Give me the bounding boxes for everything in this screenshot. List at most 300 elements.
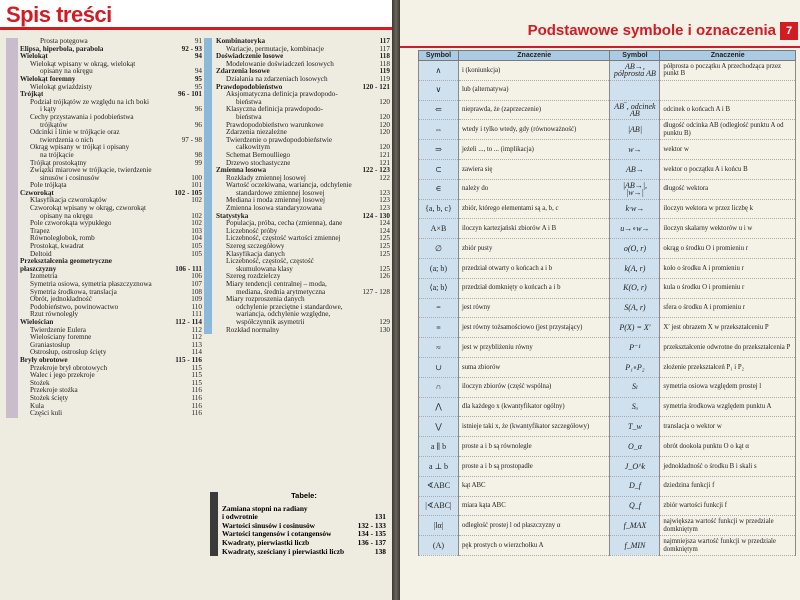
toc-entry [20, 182, 202, 190]
toc-entry-title: Zdarzenia niezależne [226, 129, 287, 137]
toc-entry [20, 334, 202, 342]
toc-entry [20, 160, 202, 168]
toc-entry-page [387, 137, 390, 145]
toc-entry-page: 116 [191, 387, 202, 395]
toc-entry [216, 152, 390, 160]
toc-entry [20, 296, 202, 304]
toc-entry-title: Doświadczenie losowe [216, 53, 284, 61]
symbol-row [419, 496, 796, 516]
symbol-right: Sₗ [610, 377, 660, 397]
meaning-right: odcinek o końcach A i B [660, 100, 796, 120]
toc-entry-title: Symetria osiowa, symetria płaszczyznowa [30, 281, 152, 288]
toc-entry-page: 101 [191, 182, 202, 190]
toc-title: Spis treści [6, 2, 112, 27]
symbols-table [418, 50, 796, 556]
toc-entry [20, 76, 202, 84]
toc-entry [20, 289, 202, 297]
meaning-left: zbiór pusty [458, 239, 610, 259]
toc-entry-page: 125 [379, 243, 390, 251]
meaning-right: obrót dookoła punktu O o kąt α [660, 437, 796, 457]
toc-entry-page [199, 99, 202, 107]
toc-entry-title: Wartość oczekiwana, wariancja, odchylenie [226, 182, 352, 190]
toc-entry [20, 144, 202, 152]
toc-entry-title: Części kuli [30, 410, 63, 418]
toc-entry [20, 106, 202, 114]
symbol-row [419, 179, 796, 199]
meaning-right: półprosta o początku A przechodząca przez punkt B [660, 61, 796, 81]
symbol-row [419, 516, 796, 536]
symbol-left: ∪ [419, 357, 459, 377]
toc-entry-title: Miary tendencji centralnej – moda, [226, 281, 327, 288]
toc-entry [20, 84, 202, 92]
toc-entry-title: Twierdzenie o prawdopodobieństwie [226, 136, 333, 144]
toc-entry-title: Czworokąt wpisany w okrąg, czworokąt [30, 205, 146, 213]
toc-entry-page: 109 [191, 296, 202, 304]
toc-entry-title: Symetria środkowa, translacja [30, 288, 117, 296]
right-page [400, 0, 800, 600]
toc-entry [20, 258, 202, 266]
toc-entry-page [387, 304, 390, 312]
toc-entry [222, 513, 386, 522]
toc-entry-title: Wartości sinusów i cosinusów [222, 521, 316, 530]
toc-entry [20, 403, 202, 411]
toc-entry-page [387, 182, 390, 190]
symbol-row [419, 456, 796, 476]
symbol-row [419, 357, 796, 377]
symbol-left: ∢ABC [419, 476, 459, 496]
toc-entry-page: 95 [194, 83, 202, 91]
meaning-right: zbiór wartości funkcji f [660, 496, 796, 516]
toc-entry-page: 108 [191, 288, 202, 296]
toc-entry-page: 124 [379, 227, 390, 235]
toc-entry [20, 266, 202, 274]
toc-entry-title: Elipsa, hiperbola, parabola [20, 45, 104, 53]
symbol-right: P(X) = X′ [610, 318, 660, 338]
toc-entry [20, 349, 202, 357]
toc-entry-title: Bryły obrotowe [20, 356, 68, 364]
toc-entry [216, 114, 390, 122]
symbol-right: Sₐ [610, 397, 660, 417]
toc-entry-title: Liczebność próby [226, 227, 278, 235]
toc-entry [216, 327, 390, 335]
toc-entry [216, 129, 390, 137]
toc-entry-title: Prosta potęgowa [40, 38, 88, 45]
toc-entry [20, 190, 202, 198]
meaning-right: kula o środku O i promieniu r [660, 278, 796, 298]
toc-entry-title: Przekroje stożka [30, 387, 78, 395]
meaning-left: wtedy i tylko wtedy, gdy (równoważność) [458, 120, 610, 140]
toc-entry [216, 289, 390, 297]
toc-entry-page: 121 [379, 151, 390, 159]
toc-entry [216, 273, 390, 281]
toc-entry-page: 105 [191, 243, 202, 251]
symbol-right: |AB→|, |w→| [610, 179, 660, 199]
toc-entry-page: 125 [379, 235, 390, 243]
toc-entry-title: na trójkącie [40, 151, 74, 159]
meaning-left: miara kąta ABC [458, 496, 610, 516]
toc-entry [216, 167, 390, 175]
meaning-right: długość odcinka AB (odległość punktu A od punktu B) [660, 120, 796, 140]
toc-entry [216, 311, 390, 319]
toc-entry-title: Modelowanie doświadczeń losowych [226, 60, 334, 68]
toc-entry-title: i odwrotnie [222, 513, 258, 522]
meaning-right: wektor o początku A i końcu B [660, 159, 796, 179]
toc-entry-page: 112 [191, 334, 202, 342]
toc-entry [216, 235, 390, 243]
toc-entry-page: 118 [379, 60, 390, 68]
toc-entry-title: Obrót, jednokładność [30, 296, 92, 304]
toc-entry [20, 213, 202, 221]
toc-entry [20, 175, 202, 183]
toc-entry-page [387, 281, 390, 289]
toc-entry-title: Statystyka [216, 212, 249, 220]
symbol-left: |∢ABC| [419, 496, 459, 516]
toc-entry-page: 112 [191, 326, 202, 334]
symbol-right: P₁∘P₂ [610, 357, 660, 377]
book-gutter [392, 0, 400, 600]
meaning-right: okrąg o środku O i promieniu r [660, 239, 796, 259]
toc-entry-title: Czworokąt [20, 189, 54, 197]
toc-entry [20, 205, 202, 213]
toc-entry [216, 122, 390, 130]
toc-entry-page: 120 [379, 113, 390, 121]
toc-entry-title: Populacja, próba, cecha (zmienna), dane [226, 220, 343, 228]
symbol-left: ∩ [419, 377, 459, 397]
symbol-row [419, 120, 796, 140]
toc-entry-title: Przekroje brył obrotowych [30, 364, 108, 372]
toc-entry-page: 104 [191, 235, 202, 243]
toc-entry-title: wariancja, odchylenie względne, [236, 311, 331, 319]
toc-entry-title: Wartości tangensów i cotangensów [222, 530, 332, 539]
toc-entry-title: Ostrosłup, ostrosłup ścięty [30, 349, 107, 357]
toc-entry-title: Schemat Bernoulliego [226, 151, 291, 159]
toc-entry-page: 116 [191, 410, 202, 418]
tables-list [222, 505, 386, 557]
meaning-left: i (koniunkcja) [458, 61, 610, 81]
toc-entry-title: Odcinki i linie w trójkącie oraz [30, 129, 120, 137]
toc-entry [20, 38, 202, 46]
symbol-right: |AB| [610, 120, 660, 140]
symbol-left: ≡ [419, 318, 459, 338]
toc-entry-page: 106 [191, 273, 202, 281]
meaning-left: pęk prostych o wierzchołku A [458, 536, 610, 556]
toc-entry [20, 129, 202, 137]
symbol-row [419, 159, 796, 179]
toc-entry [20, 114, 202, 122]
meaning-left: proste a i b są prostopadłe [458, 456, 610, 476]
header-symbol-2: Symbol [610, 51, 660, 61]
toc-entry-page: 138 [374, 547, 386, 556]
symbol-left: ⇔ [419, 120, 459, 140]
toc-entry [216, 61, 390, 69]
symbol-row [419, 199, 796, 219]
meaning-right: iloczyn wektora w przez liczbę k [660, 199, 796, 219]
toc-entry [216, 160, 390, 168]
toc-entry-title: Zamiana stopni na radiany [222, 504, 308, 513]
toc-entry-page: 115 [191, 372, 202, 380]
toc-entry [216, 144, 390, 152]
meaning-left: odległość prostej l od płaszczyzny α [458, 516, 610, 536]
toc-entry-title: Równoległobok, romb [30, 235, 95, 243]
toc-entry [20, 220, 202, 228]
toc-entry [216, 76, 390, 84]
symbol-left: ⇐ [419, 100, 459, 120]
toc-entry-page: 136 - 137 [357, 538, 386, 547]
meaning-right: X′ jest obrazem X w przekształceniu P [660, 318, 796, 338]
toc-entry-page [199, 114, 202, 122]
toc-entry-title: opisany na okręgu [40, 68, 93, 76]
toc-entry-page [387, 311, 390, 319]
toc-entry-title: sinusów i cosinusów [40, 174, 100, 182]
toc-entry-page: 120 [379, 129, 390, 137]
toc-entry-title: Podział trójkątów ze względu na ich boki [30, 98, 149, 106]
toc-entry [20, 228, 202, 236]
toc-entry-title: Szereg szczegółowy [226, 243, 285, 251]
toc-entry-title: Wielokąt wpisany w okrąg, wielokąt [30, 60, 136, 68]
symbol-row [419, 61, 796, 81]
toc-entry-title: Wielokąt gwiaździsty [30, 83, 93, 91]
toc-entry-title: Zmienna losowa [216, 167, 267, 175]
symbol-row [419, 140, 796, 160]
toc-column-b [204, 38, 390, 334]
toc-entry [20, 251, 202, 259]
toc-entry-page: 100 [191, 174, 202, 182]
meaning-left: przedział otwarty o końcach a i b [458, 258, 610, 278]
symbol-right: AB‾, odcinek AB [610, 100, 660, 120]
toc-entry-page: 116 [191, 394, 202, 402]
toc-entry [216, 197, 390, 205]
toc-entry-title: Stożek [30, 379, 50, 387]
toc-entry [216, 106, 390, 114]
toc-entry-page: 120 [379, 144, 390, 152]
toc-entry [216, 205, 390, 213]
meaning-left: przedział domknięty o końcach a i b [458, 278, 610, 298]
toc-entry-page [199, 167, 202, 175]
symbol-left: ∅ [419, 239, 459, 259]
toc-entry [216, 175, 390, 183]
meaning-left: jest równy tożsamościowo (jest przystający) [458, 318, 610, 338]
toc-entry-title: Drzewo stochastyczne [226, 159, 291, 167]
toc-entry-page: 126 [379, 273, 390, 281]
toc-entry-page: 120 [379, 121, 390, 129]
toc-entry [222, 530, 386, 539]
symbol-right: AB→, półprosta AB [610, 61, 660, 81]
toc-entry-page [387, 106, 390, 114]
toc-entry-page [199, 144, 202, 152]
symbol-left: {a, b, c} [419, 199, 459, 219]
toc-entry-title: Liczebność, częstość, częstość [226, 258, 314, 266]
toc-entry [20, 311, 202, 319]
toc-entry-page: 94 [194, 68, 202, 76]
toc-entry-title: Kwadraty, sześciany i pierwiastki liczb [222, 547, 345, 556]
meaning-right: największa wartość funkcji w przedziale domkniętym [660, 516, 796, 536]
toc-entry-page [387, 91, 390, 99]
meaning-right: koło o środku A i promieniu r [660, 258, 796, 278]
toc-entry-page: 117 [379, 38, 390, 45]
meaning-left: iloczyn kartezjański zbiorów A i B [458, 219, 610, 239]
toc-entry-page: 123 [379, 189, 390, 197]
symbol-right: o(O, r) [610, 239, 660, 259]
symbol-left: (a; b) [419, 258, 459, 278]
toc-entry-page: 125 [379, 250, 390, 258]
tables-title: Tabele: [291, 491, 317, 500]
toc-entry-page: 95 [194, 75, 202, 83]
toc-entry [216, 137, 390, 145]
symbol-right: k(A, r) [610, 258, 660, 278]
toc-entry-title: Twierdzenie Eulera [30, 326, 86, 334]
meaning-left: lub (alternatywa) [458, 80, 610, 100]
toc-entry-title: opisany na okręgu [40, 212, 93, 220]
symbol-right: Q_f [610, 496, 660, 516]
meaning-right: symetria osiowa względem prostej l [660, 377, 796, 397]
symbol-right: P⁻¹ [610, 338, 660, 358]
symbols-table-header [419, 51, 796, 61]
meaning-right: dziedzina funkcji f [660, 476, 796, 496]
symbol-left: ∈ [419, 179, 459, 199]
symbol-right: f_MIN [610, 536, 660, 556]
toc-entry-page: 116 [191, 402, 202, 410]
toc-entry [20, 46, 202, 54]
toc-entry-title: bieństwa [236, 113, 262, 121]
toc-entry-title: Trapez [30, 227, 50, 235]
symbol-row [419, 80, 796, 100]
toc-entry-page: 120 - 121 [362, 83, 390, 91]
toc-entry [216, 46, 390, 54]
toc-entry [216, 38, 390, 46]
toc-entry-title: Wielokąt [20, 53, 48, 61]
toc-entry [20, 380, 202, 388]
toc-entry-page: 102 [191, 212, 202, 220]
toc-entry-page: 129 [379, 318, 390, 326]
toc-entry [216, 281, 390, 289]
toc-entry [216, 258, 390, 266]
symbol-right [610, 80, 660, 100]
toc-entry-title: Rozkład normalny [226, 326, 280, 334]
toc-entry-title: Zdarzenia losowe [216, 68, 270, 76]
symbol-right: K(O, r) [610, 278, 660, 298]
header-meaning-1: Znaczenie [458, 51, 610, 61]
toc-entry-page: 118 [379, 53, 390, 61]
toc-entry [20, 167, 202, 175]
toc-entry-page: 114 [191, 349, 202, 357]
symbol-left: ≈ [419, 338, 459, 358]
meaning-left: iloczyn zbiorów (część wspólna) [458, 377, 610, 397]
toc-entry [20, 327, 202, 335]
toc-entry-title: odchylenie przeciętne i standardowe, [236, 303, 343, 311]
toc-entry-title: całkowitym [236, 144, 270, 152]
symbol-left: |lα| [419, 516, 459, 536]
meaning-left: proste a i b są równoległe [458, 437, 610, 457]
toc-entry [20, 122, 202, 130]
toc-entry [216, 228, 390, 236]
toc-entry-page: 94 [194, 53, 202, 61]
symbol-right: T_w [610, 417, 660, 437]
right-page-header [400, 14, 800, 48]
toc-entry-page [199, 61, 202, 69]
toc-entry-page: 115 [191, 379, 202, 387]
toc-entry-title: standardowe zmiennej losowej [236, 189, 325, 197]
toc-entry-title: Liczebność, częstość wartości zmiennej [226, 235, 341, 243]
toc-entry-title: Prawdopodobieństwo warunkowe [226, 121, 324, 129]
symbol-row [419, 258, 796, 278]
toc-entry-page: 97 - 98 [181, 136, 202, 144]
symbol-right: S(A, r) [610, 298, 660, 318]
toc-entry-title: Graniastosłup [30, 341, 70, 349]
toc-entry-page: 91 [194, 38, 202, 45]
toc-entry-page [383, 505, 386, 514]
toc-entry-title: Wielościan [20, 318, 54, 326]
toc-entry-title: Trójkąt [20, 91, 44, 99]
toc-entry-title: Wielościany foremne [30, 334, 92, 342]
toc-entry-page: 99 [194, 159, 202, 167]
symbol-row [419, 338, 796, 358]
toc-entry [20, 372, 202, 380]
toc-entry-page: 119 [379, 75, 390, 83]
meaning-left: nieprawda, że (zaprzeczenie) [458, 100, 610, 120]
toc-entry-title: Okrąg wpisany w trójkąt i opisany [30, 144, 130, 152]
toc-entry [216, 213, 390, 221]
header-symbol-1: Symbol [419, 51, 459, 61]
symbol-row [419, 437, 796, 457]
symbol-left: a ∥ b [419, 437, 459, 457]
toc-entry [20, 235, 202, 243]
toc-entry-page: 102 [191, 197, 202, 205]
toc-entry [20, 410, 202, 418]
toc-entry [216, 68, 390, 76]
toc-entry-page: 103 [191, 227, 202, 235]
toc-entry-title: Prawdopodobieństwo [216, 83, 283, 91]
toc-entry-page: 123 [379, 197, 390, 205]
toc-entry-title: Miary rozproszenia danych [226, 296, 305, 304]
toc-entry-page: 106 - 111 [175, 265, 202, 273]
toc-entry-page: 110 [191, 303, 202, 311]
toc-entry-page: 92 - 93 [181, 45, 202, 53]
symbol-left: ∨ [419, 80, 459, 100]
toc-entry-page: 124 - 130 [362, 212, 390, 220]
toc-entry [20, 137, 202, 145]
toc-entry-page: 119 [379, 68, 390, 76]
toc-entry-page: 98 [194, 151, 202, 159]
toc-entry [216, 220, 390, 228]
meaning-left: jeżeli ..., to ... (implikacja) [458, 140, 610, 160]
toc-entry-title: Podobieństwo, powinowactwo [30, 303, 119, 311]
meaning-right [660, 80, 796, 100]
meaning-left: istnieje taki x, że (kwantyfikator szczegółowy) [458, 417, 610, 437]
symbol-right: w→ [610, 140, 660, 160]
meaning-left: jest w przybliżeniu równy [458, 338, 610, 358]
toc-entry-title: Rzut równoległy [30, 311, 79, 319]
symbol-right: u→∘w→ [610, 219, 660, 239]
meaning-left: kąt ABC [458, 476, 610, 496]
toc-entry [20, 319, 202, 327]
meaning-right: jednokładność o środku B i skali s [660, 456, 796, 476]
toc-entry-page: 96 - 101 [178, 91, 202, 99]
toc-entry-page: 131 [374, 513, 386, 522]
meaning-left: należy do [458, 179, 610, 199]
toc-entry [20, 152, 202, 160]
toc-entry-title: Kula [30, 402, 44, 410]
toc-entry-page: 102 [191, 220, 202, 228]
meaning-right: wektor w [660, 140, 796, 160]
toc-entry-title: Deltoid [30, 250, 52, 258]
symbol-right: AB→ [610, 159, 660, 179]
toc-entry-page: 115 - 116 [175, 356, 202, 364]
symbol-right: f_MAX [610, 516, 660, 536]
toc-entry-page: 96 [194, 121, 202, 129]
toc-entry-page: 127 - 128 [362, 288, 390, 296]
meaning-left: suma zbiorów [458, 357, 610, 377]
meaning-right: złożenie przekształceń P₁ i P₂ [660, 357, 796, 377]
